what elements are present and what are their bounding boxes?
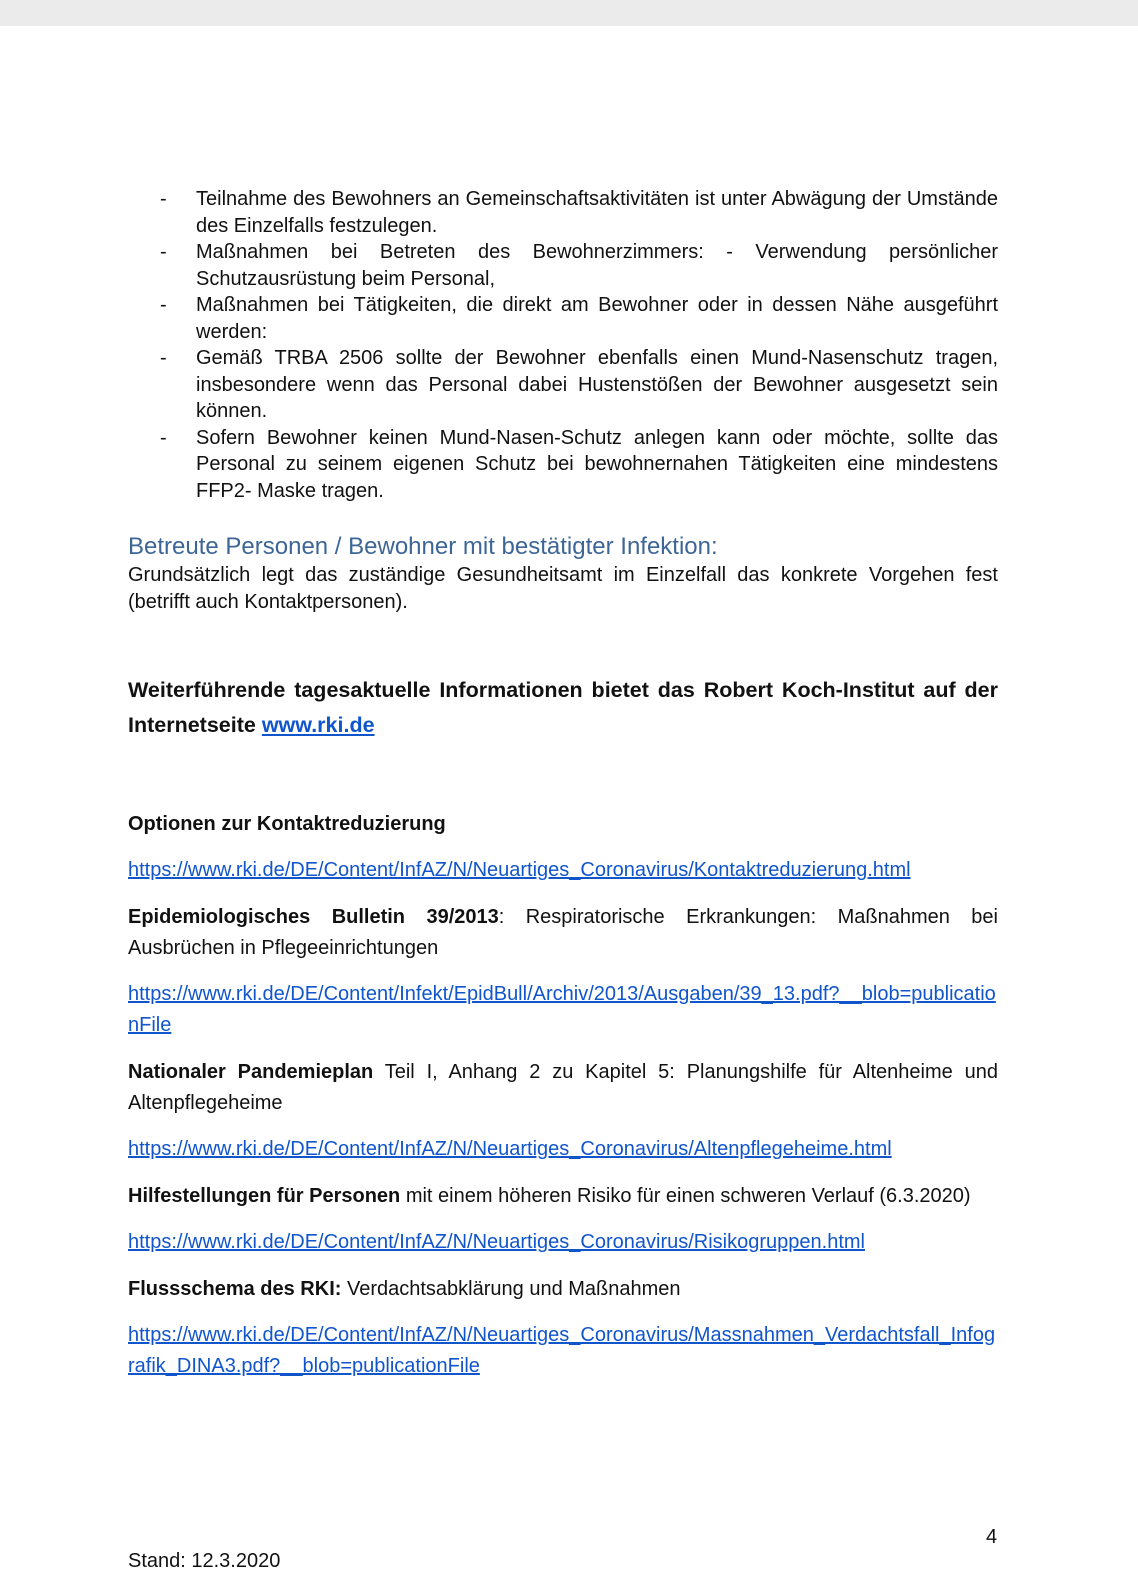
reference-link[interactable]: https://www.rki.de/DE/Content/InfAZ/N/Neuartiges_Coronavirus/Kontaktreduzierung.html [128, 859, 911, 881]
footer-date: Stand: 12.3.2020 [128, 1550, 281, 1572]
reference-title [128, 809, 998, 840]
reference-title-bold: Hilfestellungen für Personen [128, 1185, 401, 1207]
reference-title [128, 902, 998, 964]
reference-title-bold: Nationaler Pandemieplan [128, 1061, 374, 1083]
section-heading: Betreute Personen / Bewohner mit bestätigter Infektion: [128, 533, 718, 560]
reference-link[interactable]: https://www.rki.de/DE/Content/Infekt/EpidBull/Archiv/2013/Ausgaben/39_13.pdf?__blob=publicationFile [128, 983, 996, 1036]
bullet-list [128, 186, 998, 504]
reference-title [128, 1181, 998, 1212]
reference-link-block [128, 1227, 998, 1258]
bullet-text: Sofern Bewohner keinen Mund-Nasen-Schutz anlegen kann oder möchte, sollte das Personal zu seinem eigenen Schutz bei bewohnernahen Tätigkeiten eine mindestens FFP2- Maske tragen. [196, 426, 998, 502]
reference-link-block [128, 855, 998, 886]
bullet-item [128, 292, 998, 345]
bullet-marker: - [160, 426, 167, 449]
reference-title-bold: Flussschema des RKI: [128, 1278, 342, 1300]
reference-title-rest: mit einem höheren Risiko für einen schweren Verlauf (6.3.2020) [400, 1185, 971, 1207]
document-page [0, 26, 1138, 1594]
bullet-item [128, 345, 998, 425]
section-text: Grundsätzlich legt das zuständige Gesundheitsamt im Einzelfall das konkrete Vorgehen fest (betrifft auch Kontaktpersonen). [128, 564, 998, 613]
reference-title-rest: Teil I, Anhang 2 zu Kapitel 5: Planungshilfe für Altenheime und Altenpflegeheime [128, 1061, 998, 1114]
reference-title-rest: Verdachtsabklärung und Maßnahmen [341, 1278, 681, 1300]
page-number: 4 [986, 1526, 998, 1548]
bullet-item [128, 186, 998, 239]
rki-note-text: Weiterführende tagesaktuelle Informationen bietet das Robert Koch-Institut auf der Internetseite [128, 678, 998, 737]
reference-link[interactable]: https://www.rki.de/DE/Content/InfAZ/N/Neuartiges_Coronavirus/Risikogruppen.html [128, 1231, 865, 1253]
bullet-marker: - [160, 347, 167, 369]
reference-title-bold: Epidemiologisches Bulletin 39/2013 [128, 906, 499, 928]
bullet-marker: - [160, 294, 167, 316]
reference-link[interactable]: https://www.rki.de/DE/Content/InfAZ/N/Neuartiges_Coronavirus/Altenpflegeheime.html [128, 1138, 892, 1160]
bullet-item [128, 425, 998, 505]
bullet-text: Teilnahme des Bewohners an Gemeinschaftsaktivitäten ist unter Abwägung der Umstände des Einzelfalls festzulegen. [196, 188, 998, 237]
reference-title-bold: Optionen zur Kontaktreduzierung [128, 813, 446, 835]
bullet-text: Gemäß TRBA 2506 sollte der Bewohner ebenfalls einen Mund-Nasenschutz tragen, insbesondere wenn das Personal dabei Hustenstößen der Bewohner ausgesetzt sein können. [196, 347, 998, 422]
reference-title [128, 1057, 998, 1119]
reference-title-rest: : Respiratorische Erkrankungen: Maßnahmen bei Ausbrüchen in Pflegeeinrichtungen [128, 906, 998, 959]
bullet-marker: - [160, 241, 167, 263]
page-content [128, 186, 998, 1398]
bullet-text: Maßnahmen bei Betreten des Bewohnerzimmers: - Verwendung persönlicher Schutzausrüstung beim Personal, [196, 241, 998, 290]
reference-link[interactable]: https://www.rki.de/DE/Content/InfAZ/N/Neuartiges_Coronavirus/Massnahmen_Verdachtsfall_Infografik_DINA3.pdf?__blob=publicationFile [128, 1324, 996, 1377]
bullet-text: Maßnahmen bei Tätigkeiten, die direkt am Bewohner oder in dessen Nähe ausgeführt werden: [196, 294, 998, 343]
bullet-item [128, 239, 998, 292]
reference-list [128, 809, 998, 1382]
reference-link-block [128, 1134, 998, 1165]
bullet-marker: - [160, 188, 167, 210]
reference-link-block [128, 1320, 998, 1382]
rki-website-link[interactable]: www.rki.de [261, 713, 375, 737]
rki-info-note [128, 673, 998, 743]
reference-title [128, 1274, 998, 1305]
reference-link-block [128, 979, 998, 1041]
